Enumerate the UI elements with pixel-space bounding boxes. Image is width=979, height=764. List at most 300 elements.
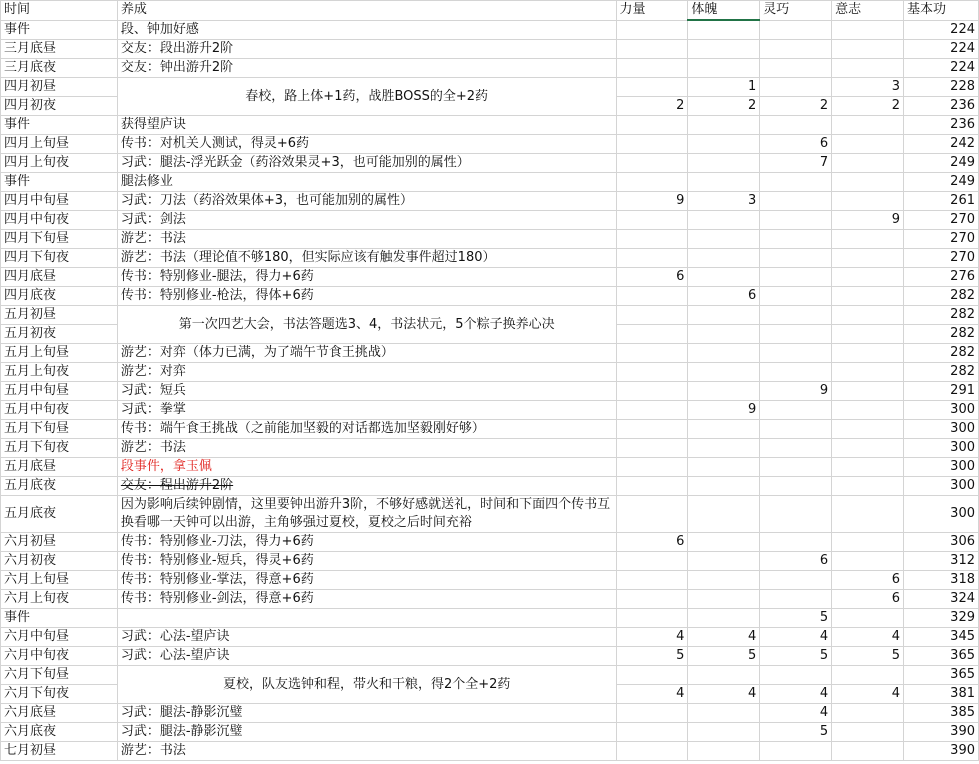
cell-will[interactable] (832, 382, 904, 401)
cell-will[interactable] (832, 477, 904, 496)
column-header[interactable]: 体魄 (688, 1, 760, 21)
cell-strength[interactable]: 6 (616, 533, 688, 552)
cell-basic-skill[interactable]: 365 (904, 647, 979, 666)
column-header[interactable]: 时间 (1, 1, 118, 21)
cell-time[interactable]: 六月下旬昼 (1, 666, 118, 685)
cell-time[interactable]: 六月底夜 (1, 723, 118, 742)
cell-time[interactable]: 五月上旬夜 (1, 363, 118, 382)
cell-physique[interactable]: 6 (688, 287, 760, 306)
cell-agility[interactable]: 6 (760, 552, 832, 571)
cell-will[interactable] (832, 609, 904, 628)
cell-agility[interactable]: 2 (760, 97, 832, 116)
table-row (1, 382, 979, 401)
table-row (1, 154, 979, 173)
cell-time[interactable]: 六月初夜 (1, 552, 118, 571)
cell-description[interactable]: 段、钟加好感 (117, 20, 616, 40)
cell-description[interactable]: 习武：心法-望庐诀 (117, 628, 616, 647)
cell-will[interactable]: 6 (832, 571, 904, 590)
cell-will[interactable] (832, 154, 904, 173)
cell-will[interactable] (832, 230, 904, 249)
cell-agility[interactable] (760, 20, 832, 40)
cell-basic-skill[interactable]: 282 (904, 363, 979, 382)
cell-physique[interactable]: 1 (688, 78, 760, 97)
cell-agility[interactable] (760, 173, 832, 192)
cell-time[interactable]: 六月下旬夜 (1, 685, 118, 704)
cell-physique[interactable] (688, 268, 760, 287)
cell-strength[interactable] (616, 59, 688, 78)
cell-time[interactable]: 五月中旬夜 (1, 401, 118, 420)
table-row (1, 78, 979, 97)
cell-description[interactable]: 习武：短兵 (117, 382, 616, 401)
cell-description[interactable] (117, 609, 616, 628)
cell-time[interactable]: 六月上旬夜 (1, 590, 118, 609)
cell-strength[interactable] (616, 344, 688, 363)
table-row (1, 287, 979, 306)
cell-basic-skill[interactable]: 270 (904, 211, 979, 230)
cell-description[interactable]: 传书：对机关人测试，得灵+6药 (117, 135, 616, 154)
table-row (1, 249, 979, 268)
table-row (1, 666, 979, 685)
cell-basic-skill[interactable]: 236 (904, 97, 979, 116)
cell-basic-skill[interactable]: 270 (904, 230, 979, 249)
cell-basic-skill[interactable]: 270 (904, 249, 979, 268)
cell-will[interactable] (832, 458, 904, 477)
cell-agility[interactable]: 5 (760, 609, 832, 628)
cell-will[interactable]: 2 (832, 97, 904, 116)
cell-strength[interactable] (616, 40, 688, 59)
cell-basic-skill[interactable]: 261 (904, 192, 979, 211)
cell-basic-skill[interactable]: 329 (904, 609, 979, 628)
cell-agility[interactable]: 4 (760, 628, 832, 647)
cell-will[interactable] (832, 742, 904, 761)
cell-agility[interactable] (760, 40, 832, 59)
cell-will[interactable] (832, 287, 904, 306)
table-row (1, 20, 979, 40)
cell-will[interactable] (832, 249, 904, 268)
cell-basic-skill[interactable]: 291 (904, 382, 979, 401)
cell-strength[interactable] (616, 571, 688, 590)
cell-strength[interactable] (616, 173, 688, 192)
cell-strength[interactable] (616, 742, 688, 761)
cell-description[interactable]: 游艺：书法 (117, 742, 616, 761)
cell-description[interactable]: 习武：腿法-浮光跃金（药浴效果灵+3，也可能加别的属性） (117, 154, 616, 173)
cell-physique[interactable] (688, 135, 760, 154)
cell-physique[interactable] (688, 173, 760, 192)
cell-physique[interactable] (688, 704, 760, 723)
cell-will[interactable]: 4 (832, 628, 904, 647)
cell-time[interactable]: 事件 (1, 116, 118, 135)
cell-agility[interactable] (760, 590, 832, 609)
cell-will[interactable] (832, 306, 904, 325)
cell-description[interactable]: 传书：特别修业-掌法，得意+6药 (117, 571, 616, 590)
cell-physique[interactable] (688, 458, 760, 477)
cell-time[interactable]: 六月底昼 (1, 704, 118, 723)
cell-will[interactable] (832, 704, 904, 723)
cell-description[interactable]: 游艺：对弈 (117, 363, 616, 382)
cell-time[interactable]: 四月下旬夜 (1, 249, 118, 268)
cell-description[interactable]: 段事件，拿玉佩 (117, 458, 616, 477)
cell-time[interactable]: 五月下旬夜 (1, 439, 118, 458)
cell-description[interactable]: 习武：剑法 (117, 211, 616, 230)
cell-will[interactable] (832, 666, 904, 685)
cell-basic-skill[interactable]: 345 (904, 628, 979, 647)
cell-agility[interactable] (760, 533, 832, 552)
cell-time[interactable]: 五月底夜 (1, 496, 118, 533)
cell-description[interactable]: 传书：特别修业-短兵，得灵+6药 (117, 552, 616, 571)
cell-basic-skill[interactable]: 385 (904, 704, 979, 723)
cell-will[interactable] (832, 363, 904, 382)
cell-will[interactable] (832, 401, 904, 420)
cell-agility[interactable] (760, 439, 832, 458)
cell-description[interactable]: 因为影响后续钟剧情，这里要钟出游升3阶，不够好感就送礼，时间和下面四个传书互换看哪一天钟可以出游，主角够强过夏校，夏校之后时间充裕 (117, 496, 616, 533)
cell-basic-skill[interactable]: 276 (904, 268, 979, 287)
cell-physique[interactable] (688, 325, 760, 344)
cell-agility[interactable]: 4 (760, 704, 832, 723)
cell-basic-skill[interactable]: 282 (904, 306, 979, 325)
cell-basic-skill[interactable]: 300 (904, 401, 979, 420)
cell-time[interactable]: 六月上旬昼 (1, 571, 118, 590)
cell-time[interactable]: 五月底昼 (1, 458, 118, 477)
table-row (1, 533, 979, 552)
cell-time[interactable]: 五月上旬昼 (1, 344, 118, 363)
cell-strength[interactable] (616, 20, 688, 40)
cell-strength[interactable] (616, 78, 688, 97)
cell-will[interactable] (832, 723, 904, 742)
table-row (1, 306, 979, 325)
cell-time[interactable]: 四月初昼 (1, 78, 118, 97)
cell-basic-skill[interactable]: 365 (904, 666, 979, 685)
table-row (1, 458, 979, 477)
cell-physique[interactable]: 4 (688, 628, 760, 647)
cell-physique[interactable] (688, 420, 760, 439)
cell-basic-skill[interactable]: 282 (904, 344, 979, 363)
cell-agility[interactable] (760, 192, 832, 211)
cell-description[interactable]: 传书：端午食王挑战（之前能加坚毅的对话都选加坚毅刚好够） (117, 420, 616, 439)
cell-will[interactable] (832, 173, 904, 192)
table-row (1, 363, 979, 382)
cell-description[interactable]: 游艺：书法（理论值不够180，但实际应该有触发事件超过180） (117, 249, 616, 268)
column-header[interactable]: 意志 (832, 1, 904, 21)
table-row (1, 496, 979, 533)
table-row (1, 230, 979, 249)
cell-will[interactable]: 9 (832, 211, 904, 230)
cell-physique[interactable] (688, 363, 760, 382)
cell-will[interactable] (832, 40, 904, 59)
cell-strength[interactable] (616, 154, 688, 173)
cell-physique[interactable] (688, 609, 760, 628)
cell-strength[interactable] (616, 609, 688, 628)
cell-basic-skill[interactable]: 300 (904, 439, 979, 458)
cell-strength[interactable] (616, 135, 688, 154)
cell-agility[interactable] (760, 401, 832, 420)
cell-physique[interactable] (688, 742, 760, 761)
cell-basic-skill[interactable]: 306 (904, 533, 979, 552)
cell-description[interactable]: 第一次四艺大会，书法答题选3、4，书法状元，5个粽子换养心决 (117, 306, 616, 344)
cell-strength[interactable] (616, 666, 688, 685)
cell-time[interactable]: 四月底夜 (1, 287, 118, 306)
table-row (1, 609, 979, 628)
cell-strength[interactable]: 4 (616, 628, 688, 647)
cell-time[interactable]: 三月底夜 (1, 59, 118, 78)
cell-physique[interactable] (688, 40, 760, 59)
cell-basic-skill[interactable]: 300 (904, 420, 979, 439)
cell-agility[interactable] (760, 363, 832, 382)
cell-physique[interactable] (688, 477, 760, 496)
cell-strength[interactable] (616, 287, 688, 306)
cell-time[interactable]: 四月中旬夜 (1, 211, 118, 230)
cell-description[interactable]: 传书：特别修业-剑法，得意+6药 (117, 590, 616, 609)
cell-basic-skill[interactable]: 249 (904, 154, 979, 173)
cell-basic-skill[interactable]: 236 (904, 116, 979, 135)
cell-basic-skill[interactable]: 282 (904, 325, 979, 344)
cell-physique[interactable]: 5 (688, 647, 760, 666)
cell-time[interactable]: 六月中旬昼 (1, 628, 118, 647)
cell-will[interactable] (832, 344, 904, 363)
cell-basic-skill[interactable]: 390 (904, 742, 979, 761)
cell-description[interactable]: 习武：心法-望庐诀 (117, 647, 616, 666)
cell-description[interactable]: 游艺：书法 (117, 230, 616, 249)
cell-basic-skill[interactable]: 224 (904, 20, 979, 40)
cell-agility[interactable] (760, 742, 832, 761)
cell-description[interactable]: 交友：钟出游升2阶 (117, 59, 616, 78)
cell-agility[interactable] (760, 287, 832, 306)
cell-strength[interactable] (616, 325, 688, 344)
cell-basic-skill[interactable]: 381 (904, 685, 979, 704)
cell-agility[interactable] (760, 230, 832, 249)
table-row (1, 40, 979, 59)
cell-description[interactable]: 获得望庐诀 (117, 116, 616, 135)
cell-time[interactable]: 四月上旬昼 (1, 135, 118, 154)
cell-strength[interactable] (616, 439, 688, 458)
cell-physique[interactable] (688, 249, 760, 268)
cell-physique[interactable] (688, 230, 760, 249)
cell-time[interactable]: 五月初昼 (1, 306, 118, 325)
cell-basic-skill[interactable]: 312 (904, 552, 979, 571)
cell-time[interactable]: 六月初昼 (1, 533, 118, 552)
cell-strength[interactable] (616, 211, 688, 230)
cell-agility[interactable] (760, 420, 832, 439)
table-row (1, 571, 979, 590)
cell-description[interactable]: 传书：特别修业-刀法，得力+6药 (117, 533, 616, 552)
cell-physique[interactable] (688, 552, 760, 571)
cell-description[interactable]: 习武：刀法（药浴效果体+3，也可能加别的属性） (117, 192, 616, 211)
cell-description[interactable]: 游艺：书法 (117, 439, 616, 458)
cell-will[interactable]: 3 (832, 78, 904, 97)
cell-agility[interactable] (760, 211, 832, 230)
cell-will[interactable] (832, 59, 904, 78)
cell-agility[interactable] (760, 268, 832, 287)
cell-time[interactable]: 七月初昼 (1, 742, 118, 761)
cell-physique[interactable] (688, 666, 760, 685)
cell-will[interactable] (832, 533, 904, 552)
cell-time[interactable]: 三月底昼 (1, 40, 118, 59)
table-row (1, 552, 979, 571)
cell-strength[interactable] (616, 552, 688, 571)
cell-will[interactable] (832, 135, 904, 154)
cell-description[interactable]: 习武：腿法-静影沉璧 (117, 723, 616, 742)
cell-agility[interactable] (760, 571, 832, 590)
cell-description[interactable]: 夏校，队友选钟和程，带火和干粮，得2个全+2药 (117, 666, 616, 704)
cell-will[interactable] (832, 20, 904, 40)
cell-agility[interactable] (760, 249, 832, 268)
cell-physique[interactable] (688, 306, 760, 325)
cell-strength[interactable]: 2 (616, 97, 688, 116)
cell-basic-skill[interactable]: 324 (904, 590, 979, 609)
cell-strength[interactable] (616, 477, 688, 496)
cell-agility[interactable] (760, 477, 832, 496)
cell-agility[interactable]: 5 (760, 647, 832, 666)
cell-physique[interactable] (688, 590, 760, 609)
cell-physique[interactable] (688, 211, 760, 230)
cell-time[interactable]: 五月底夜 (1, 477, 118, 496)
cell-physique[interactable] (688, 723, 760, 742)
cell-physique[interactable] (688, 59, 760, 78)
cell-strength[interactable] (616, 723, 688, 742)
table-row (1, 420, 979, 439)
cell-strength[interactable] (616, 382, 688, 401)
cell-will[interactable] (832, 268, 904, 287)
cell-time[interactable]: 五月下旬昼 (1, 420, 118, 439)
column-header[interactable]: 养成 (117, 1, 616, 21)
cell-basic-skill[interactable]: 249 (904, 173, 979, 192)
cell-strength[interactable]: 4 (616, 685, 688, 704)
cell-physique[interactable] (688, 154, 760, 173)
cell-strength[interactable]: 9 (616, 192, 688, 211)
cell-will[interactable]: 4 (832, 685, 904, 704)
cell-agility[interactable]: 4 (760, 685, 832, 704)
cell-strength[interactable] (616, 230, 688, 249)
cell-basic-skill[interactable]: 242 (904, 135, 979, 154)
cell-will[interactable]: 6 (832, 590, 904, 609)
column-header[interactable]: 灵巧 (760, 1, 832, 21)
cell-description[interactable]: 腿法修业 (117, 173, 616, 192)
cell-description[interactable]: 传书：特别修业-腿法，得力+6药 (117, 268, 616, 287)
cell-basic-skill[interactable]: 224 (904, 40, 979, 59)
column-header[interactable]: 基本功 (904, 1, 979, 21)
table-row (1, 704, 979, 723)
cell-time[interactable]: 四月下旬昼 (1, 230, 118, 249)
table-row (1, 647, 979, 666)
cell-agility[interactable] (760, 306, 832, 325)
cell-time[interactable]: 事件 (1, 173, 118, 192)
cell-physique[interactable] (688, 571, 760, 590)
cell-time[interactable]: 四月底昼 (1, 268, 118, 287)
cell-physique[interactable] (688, 533, 760, 552)
cell-physique[interactable] (688, 496, 760, 533)
table-row (1, 742, 979, 761)
cell-description[interactable]: 春校，路上体+1药，战胜BOSS的全+2药 (117, 78, 616, 116)
cell-description[interactable]: 传书：特别修业-枪法，得体+6药 (117, 287, 616, 306)
cell-basic-skill[interactable]: 318 (904, 571, 979, 590)
cell-strength[interactable]: 5 (616, 647, 688, 666)
cell-will[interactable] (832, 552, 904, 571)
cell-strength[interactable]: 6 (616, 268, 688, 287)
cell-time[interactable]: 六月中旬夜 (1, 647, 118, 666)
cell-basic-skill[interactable]: 300 (904, 496, 979, 533)
table-row (1, 723, 979, 742)
table-row (1, 59, 979, 78)
cell-strength[interactable] (616, 590, 688, 609)
cell-agility[interactable]: 5 (760, 723, 832, 742)
cell-agility[interactable]: 7 (760, 154, 832, 173)
cell-physique[interactable]: 3 (688, 192, 760, 211)
cell-basic-skill[interactable]: 390 (904, 723, 979, 742)
cell-description[interactable]: 习武：腿法-静影沉璧 (117, 704, 616, 723)
cell-strength[interactable] (616, 363, 688, 382)
cell-time[interactable]: 四月上旬夜 (1, 154, 118, 173)
cell-strength[interactable] (616, 420, 688, 439)
header-row (1, 1, 979, 21)
cell-strength[interactable] (616, 458, 688, 477)
cell-agility[interactable] (760, 458, 832, 477)
table-row (1, 268, 979, 287)
cell-time[interactable]: 事件 (1, 20, 118, 40)
cell-agility[interactable] (760, 78, 832, 97)
cell-physique[interactable]: 4 (688, 685, 760, 704)
cell-will[interactable] (832, 192, 904, 211)
cell-strength[interactable] (616, 249, 688, 268)
cell-time[interactable]: 四月中旬昼 (1, 192, 118, 211)
cell-basic-skill[interactable]: 228 (904, 78, 979, 97)
cell-agility[interactable] (760, 666, 832, 685)
cell-time[interactable]: 事件 (1, 609, 118, 628)
cell-will[interactable] (832, 116, 904, 135)
cell-will[interactable] (832, 496, 904, 533)
cell-agility[interactable] (760, 325, 832, 344)
cell-physique[interactable] (688, 20, 760, 40)
cell-agility[interactable] (760, 344, 832, 363)
cell-physique[interactable] (688, 344, 760, 363)
cell-physique[interactable] (688, 382, 760, 401)
cell-will[interactable] (832, 420, 904, 439)
cell-will[interactable] (832, 325, 904, 344)
cell-will[interactable] (832, 439, 904, 458)
cell-time[interactable]: 四月初夜 (1, 97, 118, 116)
cell-description[interactable]: 习武：拳掌 (117, 401, 616, 420)
cell-physique[interactable] (688, 439, 760, 458)
cell-agility[interactable]: 9 (760, 382, 832, 401)
column-header[interactable]: 力量 (616, 1, 688, 21)
cell-basic-skill[interactable]: 300 (904, 458, 979, 477)
cell-strength[interactable] (616, 116, 688, 135)
cell-agility[interactable] (760, 116, 832, 135)
cell-time[interactable]: 五月中旬昼 (1, 382, 118, 401)
cell-agility[interactable] (760, 496, 832, 533)
cell-agility[interactable]: 6 (760, 135, 832, 154)
table-row (1, 477, 979, 496)
table-row (1, 628, 979, 647)
table-row (1, 344, 979, 363)
cell-strength[interactable] (616, 496, 688, 533)
cell-basic-skill[interactable]: 300 (904, 477, 979, 496)
cell-will[interactable]: 5 (832, 647, 904, 666)
cell-description[interactable]: 交友：程出游升2阶 (117, 477, 616, 496)
table-row (1, 192, 979, 211)
cell-strength[interactable] (616, 401, 688, 420)
cell-description[interactable]: 游艺：对弈（体力已满，为了端午节食王挑战） (117, 344, 616, 363)
cell-basic-skill[interactable]: 224 (904, 59, 979, 78)
cell-strength[interactable] (616, 306, 688, 325)
cell-time[interactable]: 五月初夜 (1, 325, 118, 344)
cell-strength[interactable] (616, 704, 688, 723)
cell-physique[interactable]: 9 (688, 401, 760, 420)
cell-physique[interactable]: 2 (688, 97, 760, 116)
table-row (1, 135, 979, 154)
cell-agility[interactable] (760, 59, 832, 78)
cell-description[interactable]: 交友：段出游升2阶 (117, 40, 616, 59)
cell-physique[interactable] (688, 116, 760, 135)
cell-basic-skill[interactable]: 282 (904, 287, 979, 306)
